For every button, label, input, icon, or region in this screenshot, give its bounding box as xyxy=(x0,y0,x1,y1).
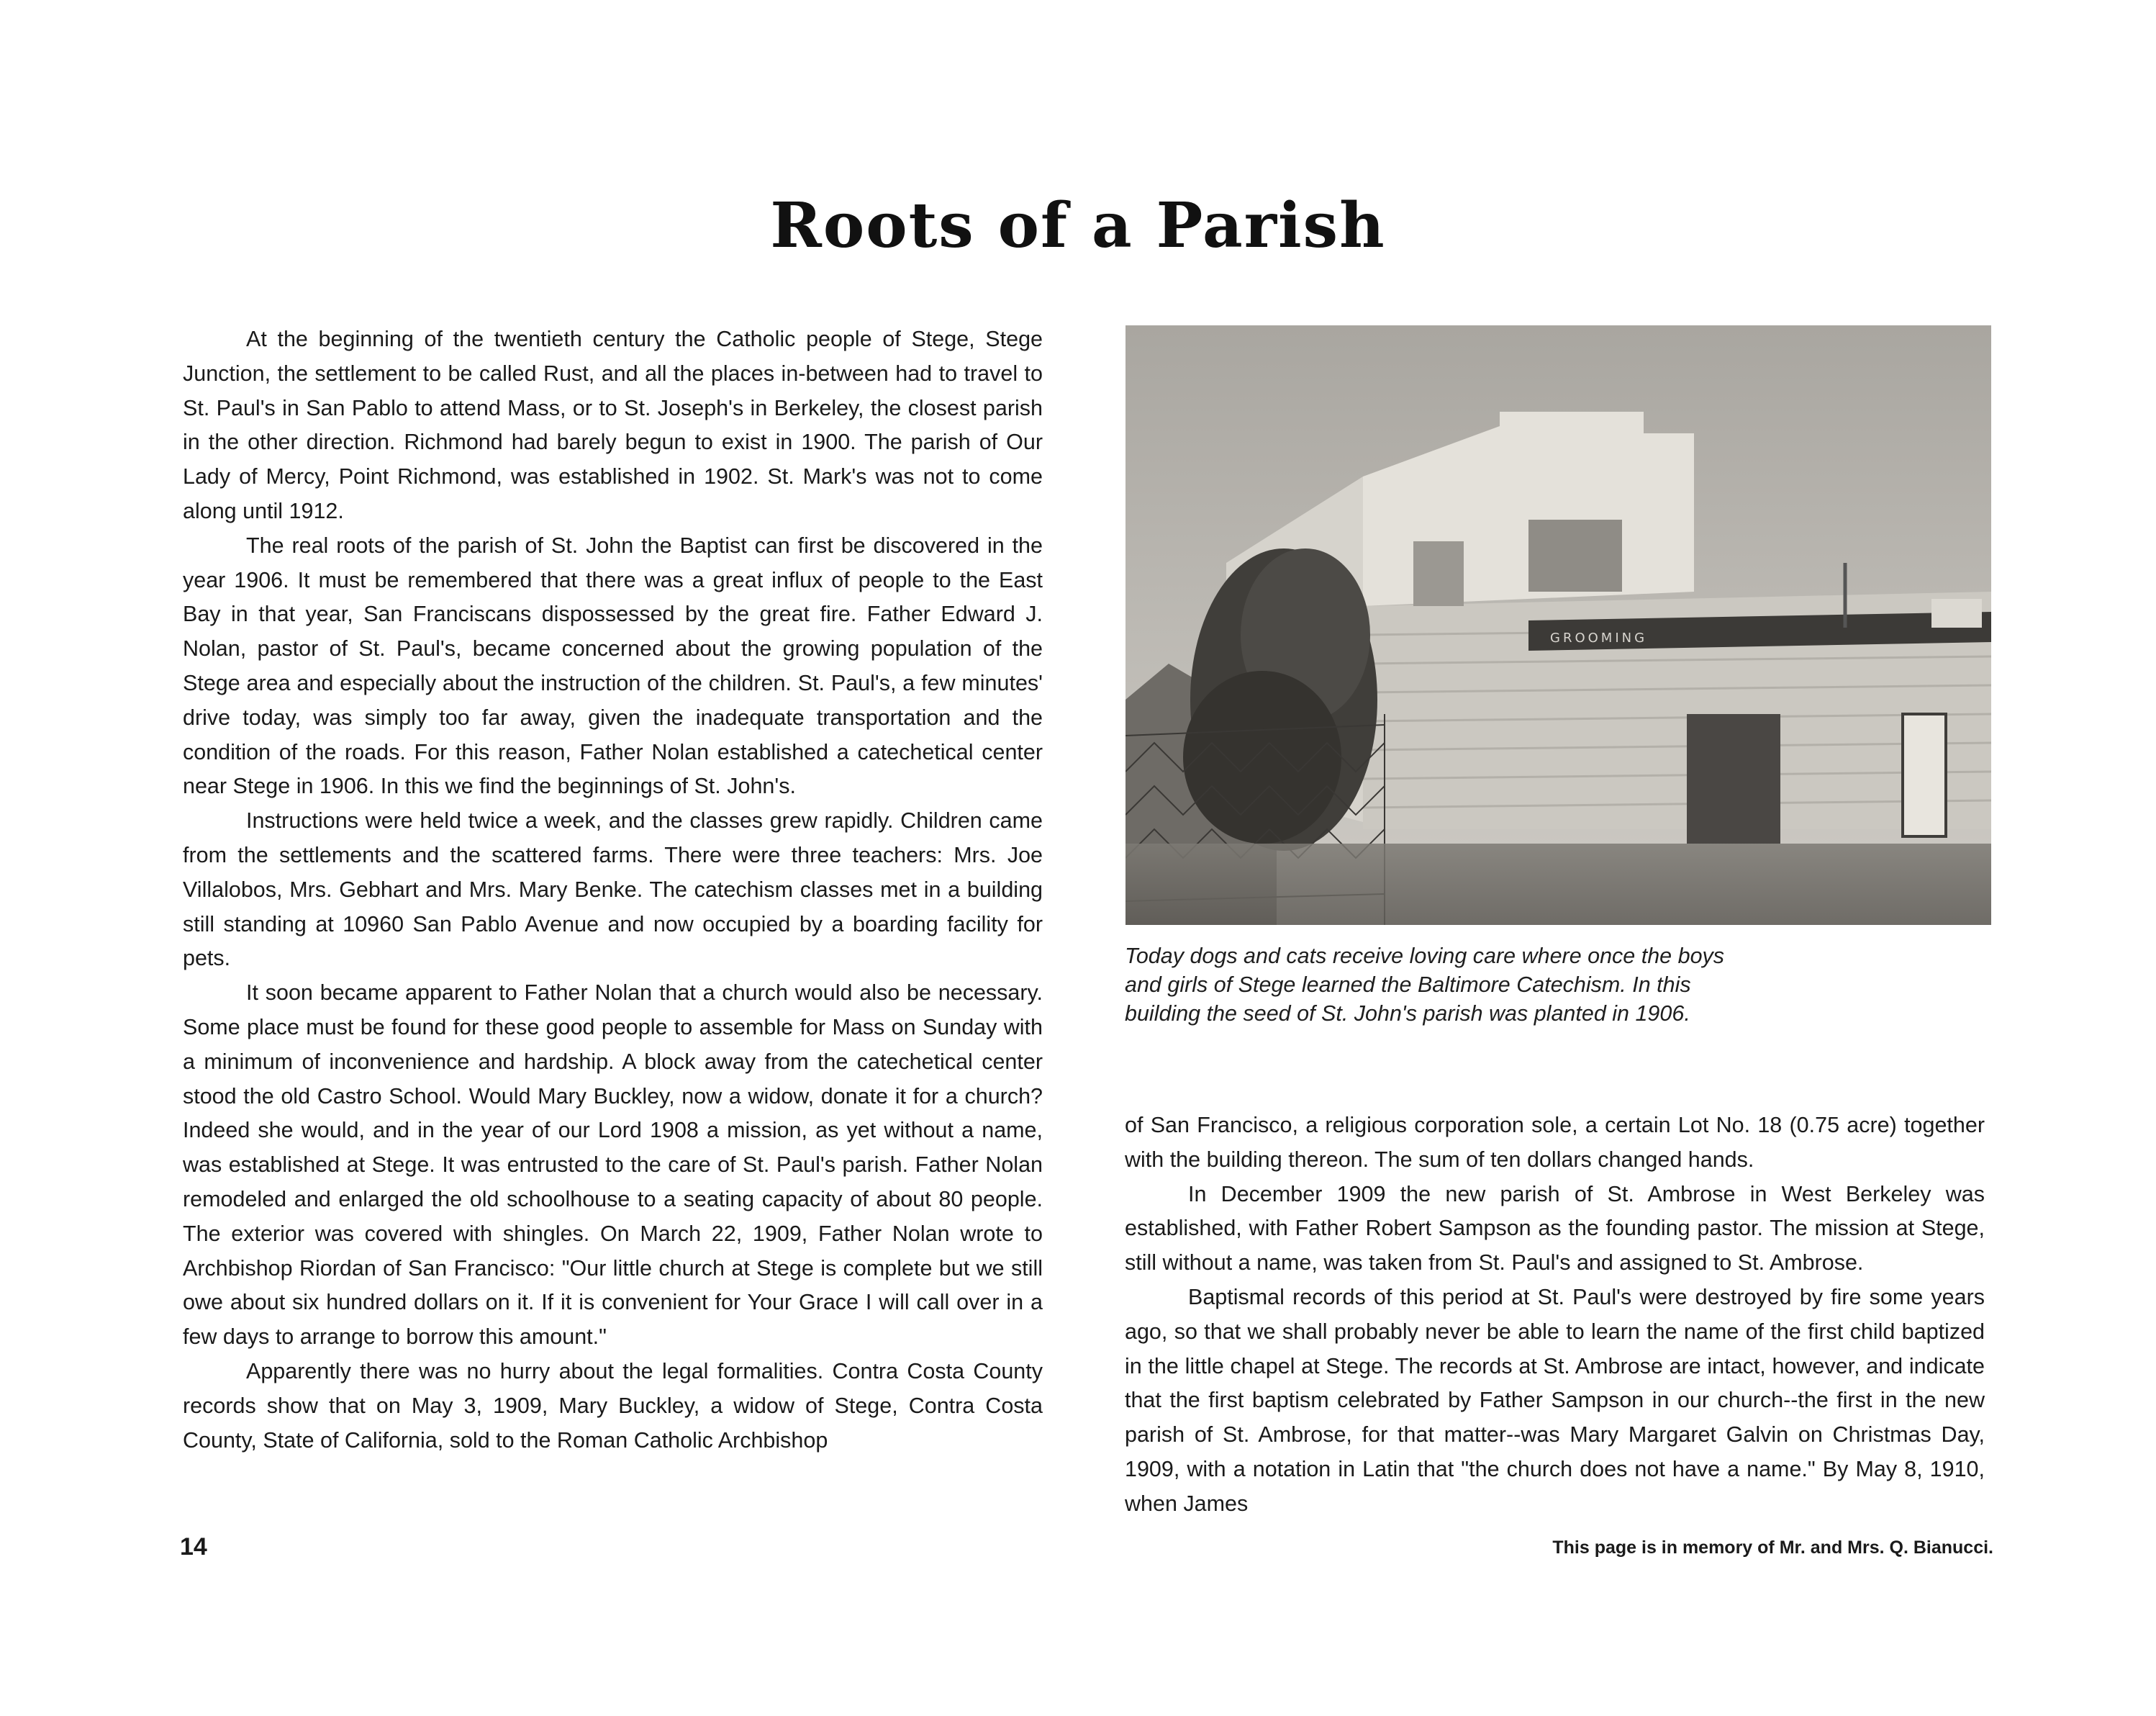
paragraph: In December 1909 the new parish of St. Ambrose in West Berkeley was established, with Father Robert Sampson as the founding pastor. The mission at Stege, still without a name, was taken from St. Paul's and assigned to St. Ambrose. xyxy=(1125,1181,1985,1275)
paragraph: Instructions were held twice a week, and the classes grew rapidly. Children came from the settlements and the scattered farms. There were three teachers: Mrs. Joe Villalobos, Mrs. Gebhart and Mrs. Mary Benke. The catechism classes met in a building still standing at 10960 San Pablo Avenue and now occupied by a boarding facility for pets. xyxy=(183,808,1043,971)
paragraph: of San Francisco, a religious corporation sole, a certain Lot No. 18 (0.75 acre) together with the building thereon. The sum of ten dollars changed hands. xyxy=(1125,1113,1985,1172)
building-photo xyxy=(1125,325,1991,925)
paragraph: It soon became apparent to Father Nolan that a church would also be necessary. Some place must be found for these good people to assemble for Mass on Sunday with a minimum of inconvenience and hardship. A block away from the catechetical center stood the old Castro School. Would Mary Buckley, now a widow, donate it for a church? Indeed she would, and in the year of our Lord 1908 a mission, as yet without a name, was established at Stege. It was entrusted to the care of St. Paul's parish. Father Nolan remodeled and enlarged the old schoolhouse to a seating capacity of about 80 people. The exterior was covered with shingles. On March 22, 1909, Father Nolan wrote to Archbishop Riordan of San Francisco: "Our little church at Stege is complete but we still owe about six hundred dollars on it. If it is convenient for Your Grace I will call over in a few days to arrange to borrow this amount." xyxy=(183,980,1043,1350)
caption-line: and girls of Stege learned the Baltimore Catechism. In this xyxy=(1125,972,1691,997)
page-title: Roots of a Parish xyxy=(770,189,1386,262)
right-column-text xyxy=(1125,1108,1985,1522)
memorial-note: This page is in memory of Mr. and Mrs. Q. Bianucci. xyxy=(1552,1537,1993,1558)
caption-line: building the seed of St. John's parish was planted in 1906. xyxy=(1125,1001,1690,1026)
paragraph: At the beginning of the twentieth century the Catholic people of Stege, Stege Junction, the settlement to be called Rust, and all the places in-between had to travel to St. Paul's in San Pablo to attend Mass, or to St. Joseph's in Berkeley, the closest parish in the other direction. Richmond had barely begun to exist in 1900. The parish of Our Lady of Mercy, Point Richmond, was established in 1902. St. Mark's was not to come along until 1912. xyxy=(183,327,1043,523)
page-number: 14 xyxy=(180,1533,207,1561)
sign-text: GROOMING xyxy=(1550,631,1648,646)
paragraph: The real roots of the parish of St. John the Baptist can first be discovered in the year 1906. It must be remembered that there was a great influx of people to the East Bay in that year, San Franciscans dispossessed by the great fire. Father Edward J. Nolan, pastor of St. Paul's, became concerned about the growing population of the Stege area and especially about the instruction of the children. St. Paul's, a few minutes' drive today, was simply too far away, given the inadequate transportation and the condition of the roads. For this reason, Father Nolan established a catechetical center near Stege in 1906. In this we find the beginnings of St. John's. xyxy=(183,533,1043,799)
paragraph: Apparently there was no hurry about the legal formalities. Contra Costa County records show that on May 3, 1909, Mary Buckley, a widow of Stege, Contra Costa County, State of California, sold to the Roman Catholic Archbishop xyxy=(183,1358,1043,1453)
photo-caption xyxy=(1125,941,1772,1028)
left-column-text xyxy=(183,322,1043,1458)
building-photo-drawing xyxy=(1125,325,1991,925)
caption-line: Today dogs and cats receive loving care where once the boys xyxy=(1125,944,1725,968)
paragraph: Baptismal records of this period at St. Paul's were destroyed by fire some years ago, so that we shall probably never be able to learn the name of the first child baptized in the little chapel at Stege. The records at St. Ambrose are intact, however, and indicate that the first baptism celebrated by Father Sampson in our church--the first in the new parish of St. Ambrose, for that matter--was Mary Margaret Galvin on Christmas Day, 1909, with a notation in Latin that "the church does not have a name." By May 8, 1910, when James xyxy=(1125,1284,1985,1516)
